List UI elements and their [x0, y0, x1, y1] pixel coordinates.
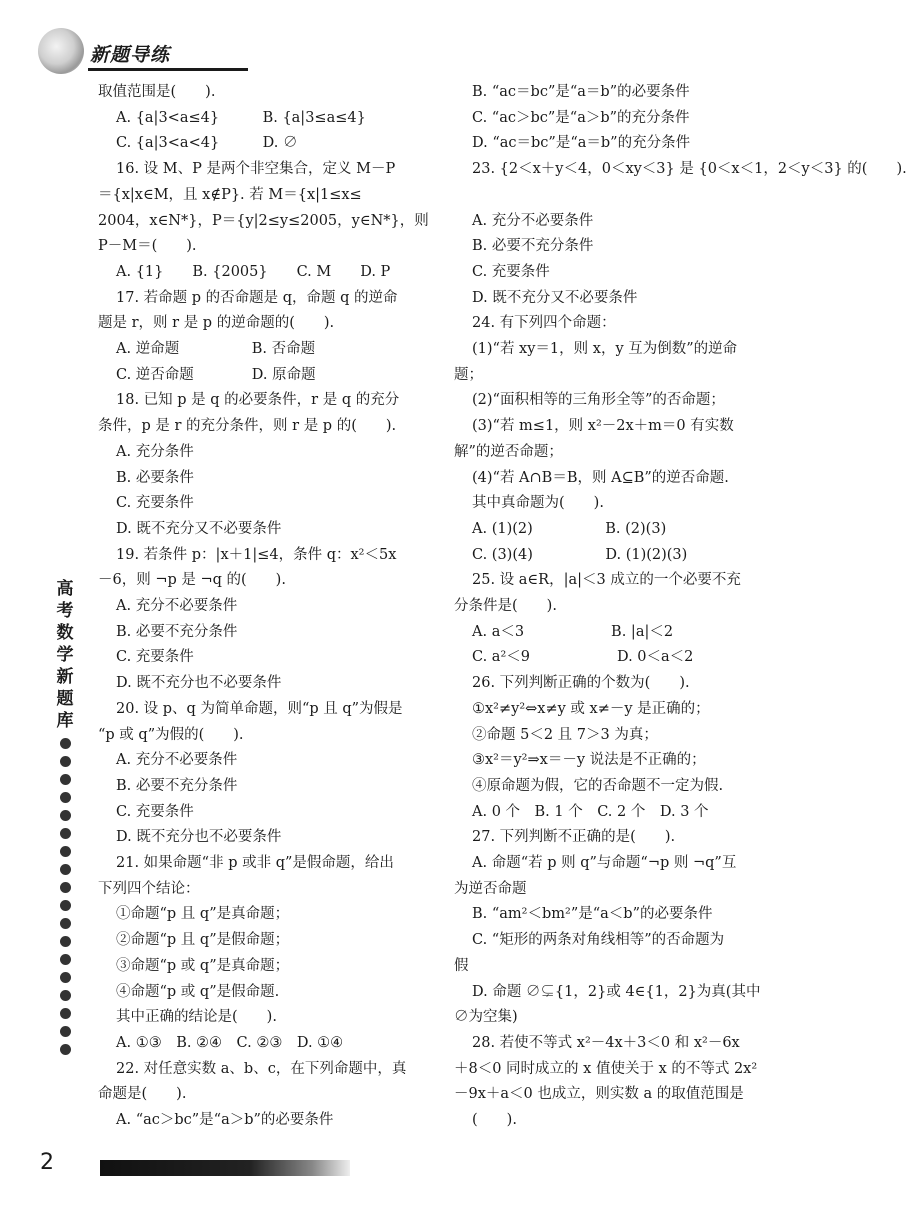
text-line: D. 既不充分也不必要条件 [116, 829, 282, 846]
text-line: 条件，p 是 r 的充分条件，则 r 是 p 的( ). [98, 418, 397, 435]
text-line: ④原命题为假，它的否命题不一定为假. [472, 777, 724, 794]
sidebar-dot [60, 972, 71, 983]
text-line: A. 充分条件 [116, 443, 194, 460]
text-line: 其中正确的结论是( ). [116, 1009, 277, 1026]
text-line: D. 既不充分又不必要条件 [116, 520, 282, 537]
text-line: ①x²≠y²⇔x≠y 或 x≠－y 是正确的； [472, 700, 710, 717]
text-line: 22. 对任意实数 a、b、c，在下列命题中，真 [116, 1060, 407, 1077]
text-line: －9x＋a＜0 也成立，则实数 a 的取值范围是 [454, 1086, 744, 1103]
sidebar-dot [60, 738, 71, 749]
text-line: C. 充要条件 [116, 803, 194, 820]
text-line: D. “ac＝bc”是“a＝b”的充分条件 [472, 135, 691, 152]
text-line: 分条件是( ). [454, 598, 557, 614]
sidebar-dot [60, 846, 71, 857]
text-line: 28. 若使不等式 x²－4x＋3＜0 和 x²－6x [472, 1034, 740, 1051]
text-line: 23. {2＜x＋y＜4，0＜xy＜3} 是 {0＜x＜1，2＜y＜3} 的( ). [472, 161, 907, 178]
text-line: C. a²＜9 D. 0＜a＜2 [472, 649, 694, 666]
sidebar-dot [60, 1008, 71, 1019]
text-line: A. 充分不必要条件 [116, 598, 238, 614]
text-line: D. 命题 ∅⊊{1，2}或 4∈{1，2}为真(其中 [472, 983, 761, 1000]
text-line: ( ). [472, 1112, 517, 1128]
text-line: C. “ac＞bc”是“a＞b”的充分条件 [472, 109, 690, 126]
text-line: A. 充分不必要条件 [472, 212, 594, 229]
sidebar-dot [60, 774, 71, 785]
text-line: C. 逆否命题 D. 原命题 [116, 366, 316, 383]
text-line: C. 充要条件 [472, 263, 550, 280]
sidebar-dot [60, 756, 71, 767]
text-line: ②命题 5＜2 且 7＞3 为真； [472, 726, 658, 743]
text-line: A. “ac＞bc”是“a＞b”的必要条件 [116, 1112, 334, 1128]
text-line: P－M＝( ). [98, 238, 197, 255]
text-line: ③x²＝y²⇒x＝－y 说法是不正确的； [472, 752, 706, 769]
sidebar-dot [60, 810, 71, 821]
text-line: ②命题“p 且 q”是假命题； [116, 932, 290, 949]
text-line: 2004，x∈N*}，P＝{y|2≤y≤2005，y∈N*}，则 [98, 212, 429, 229]
sidebar-dot [60, 990, 71, 1001]
text-line: B. 必要不充分条件 [116, 777, 238, 794]
text-line: 26. 下列判断正确的个数为( ). [472, 675, 690, 692]
text-line: 假 [454, 957, 469, 974]
text-line: B. “am²＜bm²”是“a＜b”的必要条件 [472, 906, 713, 923]
text-line: 25. 设 a∈R，|a|＜3 成立的一个必要不充 [472, 572, 741, 589]
text-line: A. {1} B. {2005} C. M D. P [116, 263, 391, 280]
text-line: 为逆否命题 [454, 880, 527, 897]
text-line: 20. 设 p、q 为简单命题，则“p 且 q”为假是 [116, 700, 403, 717]
sidebar-dot [60, 864, 71, 875]
text-line: ①命题“p 且 q”是真命题； [116, 906, 290, 923]
text-line: B. “ac＝bc”是“a＝b”的必要条件 [472, 84, 690, 100]
text-line: “p 或 q”为假的( ). [98, 726, 244, 743]
text-line: A. 命题“若 p 则 q”与命题“¬p 则 ¬q”互 [472, 855, 737, 871]
text-line: A. 充分不必要条件 [116, 752, 238, 769]
sidebar-dot [60, 828, 71, 839]
text-line: (4)“若 A∩B＝B，则 A⊆B”的逆否命题. [472, 469, 729, 486]
sidebar-dot [60, 1044, 71, 1055]
text-line: －6，则 ¬p 是 ¬q 的( ). [98, 572, 286, 589]
text-line: A. 0 个 B. 1 个 C. 2 个 D. 3 个 [472, 803, 709, 820]
text-line: 题是 r，则 r 是 p 的逆命题的( ). [98, 315, 335, 332]
text-line: C. {a|3<a<4} D. ∅ [116, 135, 298, 152]
page-number: 2 [40, 1150, 54, 1175]
text-line: 24. 有下列四个命题： [472, 315, 616, 332]
text-line: 18. 已知 p 是 q 的必要条件，r 是 q 的充分 [116, 392, 400, 409]
text-line: ∅为空集) [454, 1009, 518, 1026]
sidebar-title-text: 高 考 数 学 新 题 库 [56, 579, 74, 731]
text-line: A. a＜3 B. |a|＜2 [472, 623, 674, 640]
text-line: A. (1)(2) B. (2)(3) [472, 520, 667, 537]
text-line: 17. 若命题 p 的否命题是 q，命题 q 的逆命 [116, 289, 398, 306]
text-line: 16. 设 M、P 是两个非空集合，定义 M－P [116, 161, 396, 178]
text-line: C. (3)(4) D. (1)(2)(3) [472, 546, 688, 563]
sidebar-dot [60, 954, 71, 965]
page-header [38, 28, 218, 76]
sidebar-vertical-title [54, 578, 76, 1138]
footer-bar [100, 1160, 350, 1176]
text-line: C. 充要条件 [116, 649, 194, 666]
text-line: B. 必要不充分条件 [472, 238, 594, 255]
text-line: 19. 若条件 p：|x＋1|≤4，条件 q：x²＜5x [116, 546, 397, 563]
text-line: 27. 下列判断不正确的是( ). [472, 829, 676, 846]
text-line: 其中真命题为( ). [472, 495, 604, 512]
text-line: B. 必要条件 [116, 469, 194, 486]
text-line: B. 必要不充分条件 [116, 623, 238, 640]
sidebar-dot [60, 900, 71, 911]
text-line: (1)“若 xy＝1，则 x，y 互为倒数”的逆命 [472, 341, 738, 357]
sidebar-dot [60, 792, 71, 803]
sidebar-dot [60, 1026, 71, 1037]
text-line: D. 既不充分也不必要条件 [116, 675, 282, 692]
header-logo-icon [38, 28, 84, 74]
text-line: ＝{x|x∈M，且 x∉P}. 若 M＝{x|1≤x≤ [98, 186, 362, 203]
text-line: C. 充要条件 [116, 495, 194, 512]
sidebar-dot [60, 918, 71, 929]
text-line: ③命题“p 或 q”是真命题； [116, 957, 290, 974]
text-line: 21. 如果命题“非 p 或非 q”是假命题，给出 [116, 855, 394, 871]
sidebar-dots [54, 738, 76, 1055]
text-line: C. “矩形的两条对角线相等”的否命题为 [472, 932, 725, 949]
text-line: ④命题“p 或 q”是假命题. [116, 983, 280, 1000]
text-line: A. ①③ B. ②④ C. ②③ D. ①④ [116, 1034, 344, 1051]
text-line: ＋8＜0 同时成立的 x 值使关于 x 的不等式 2x² [454, 1060, 758, 1077]
text-line: (2)“面积相等的三角形全等”的否命题； [472, 392, 725, 409]
sidebar-dot [60, 936, 71, 947]
text-line: 命题是( ). [98, 1086, 187, 1103]
text-line: 下列四个结论： [98, 880, 200, 897]
text-line: (3)“若 m≤1，则 x²－2x＋m＝0 有实数 [472, 418, 734, 435]
text-line: A. 逆命题 B. 否命题 [116, 341, 316, 357]
text-line: A. {a|3<a≤4} B. {a|3≤a≤4} [116, 109, 366, 126]
header-rule [88, 68, 248, 71]
sidebar-dot [60, 882, 71, 893]
text-line: D. 既不充分又不必要条件 [472, 289, 638, 306]
header-title: 新题导练 [90, 44, 171, 66]
text-line: 取值范围是( ). [98, 84, 216, 100]
text-line: 题； [454, 366, 483, 383]
text-line: 解”的逆否命题； [454, 443, 563, 460]
